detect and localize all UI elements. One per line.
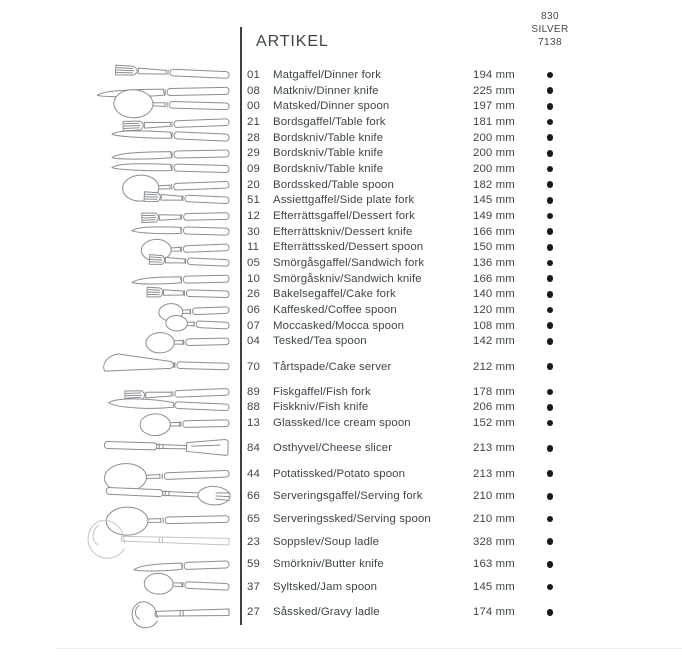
catalog-row — [247, 318, 567, 334]
catalog-row — [247, 489, 567, 505]
article-size: 140 mm — [473, 288, 515, 301]
availability-cell — [541, 584, 559, 591]
article-size: 145 mm — [473, 580, 515, 593]
article-number: 00 — [247, 100, 260, 113]
catalog-row — [247, 255, 567, 271]
article-size: 328 mm — [473, 535, 515, 548]
article-name: Potatissked/Potato spoon — [273, 467, 406, 480]
catalog-row — [247, 83, 567, 99]
availability-cell — [541, 307, 559, 314]
availability-cell — [541, 493, 559, 500]
article-number: 66 — [247, 490, 260, 503]
article-size: 213 mm — [473, 467, 515, 480]
availability-cell — [541, 228, 559, 235]
product-code-line: SILVER — [531, 23, 569, 35]
article-size: 194 mm — [473, 69, 515, 82]
article-number: 23 — [247, 535, 260, 548]
article-size: 152 mm — [473, 417, 515, 430]
availability-dot — [547, 609, 554, 616]
article-name: Serveringsgaffel/Serving fork — [273, 490, 423, 503]
article-name: Moccasked/Mocca spoon — [273, 319, 405, 332]
availability-cell — [541, 363, 559, 370]
catalog-row — [247, 193, 567, 209]
availability-dot — [547, 493, 554, 500]
article-size: 182 mm — [473, 178, 515, 191]
article-number: 51 — [247, 194, 260, 207]
availability-cell — [541, 609, 559, 616]
article-size: 213 mm — [473, 442, 515, 455]
article-size: 178 mm — [473, 385, 515, 398]
article-number: 27 — [247, 606, 260, 619]
article-name: Soppslev/Soup ladle — [273, 535, 380, 548]
availability-cell — [541, 538, 559, 545]
article-name: Såssked/Gravy ladle — [273, 606, 380, 619]
article-name: Matsked/Dinner spoon — [273, 100, 390, 113]
availability-cell — [541, 260, 559, 267]
article-number: 28 — [247, 131, 260, 144]
article-number: 11 — [247, 241, 260, 254]
availability-cell — [541, 103, 559, 110]
article-number: 09 — [247, 163, 260, 176]
article-size: 149 mm — [473, 210, 515, 223]
catalog-row — [247, 224, 567, 240]
availability-cell — [541, 470, 559, 477]
article-size: 174 mm — [473, 606, 515, 619]
availability-dot — [547, 87, 554, 94]
availability-cell — [541, 322, 559, 329]
article-number: 21 — [247, 116, 260, 129]
catalog-row — [247, 556, 567, 572]
article-name: Bakelsegaffel/Cake fork — [273, 288, 396, 301]
catalog-row — [247, 130, 567, 146]
availability-cell — [541, 166, 559, 173]
article-name: Tesked/Tea spoon — [273, 335, 367, 348]
availability-dot — [547, 275, 554, 282]
catalog-row — [247, 208, 567, 224]
article-size: 200 mm — [473, 147, 515, 160]
article-name: Bordskniv/Table knife — [273, 131, 384, 144]
article-number: 05 — [247, 257, 260, 270]
availability-cell — [541, 420, 559, 427]
availability-dot — [547, 166, 554, 173]
article-size: 210 mm — [473, 490, 515, 503]
availability-dot — [547, 307, 554, 314]
catalog-row — [247, 359, 567, 375]
article-number: 70 — [247, 360, 260, 373]
availability-cell — [541, 213, 559, 220]
availability-cell — [541, 197, 559, 204]
article-number: 06 — [247, 303, 260, 316]
article-size: 145 mm — [473, 194, 515, 207]
catalog-row — [247, 99, 567, 115]
catalog-row — [247, 511, 567, 527]
catalog-row — [247, 287, 567, 303]
article-name: Bordssked/Table spoon — [273, 178, 394, 191]
article-size: 166 mm — [473, 225, 515, 238]
article-size: 206 mm — [473, 401, 515, 414]
article-size: 163 mm — [473, 558, 515, 571]
article-name: Matgaffel/Dinner fork — [273, 69, 382, 82]
article-number: 04 — [247, 335, 260, 348]
article-name: Kaffesked/Coffee spoon — [273, 303, 397, 316]
list-header-artikel: ARTIKEL — [256, 33, 329, 50]
availability-dot — [547, 584, 554, 591]
catalog-row — [247, 67, 567, 83]
availability-dot — [547, 181, 554, 188]
catalog-row — [247, 177, 567, 193]
article-name: Efterrättsgaffel/Dessert fork — [273, 210, 415, 223]
availability-dot — [547, 561, 554, 568]
article-name: Smörgåsgaffel/Sandwich fork — [273, 257, 425, 270]
availability-dot — [547, 470, 554, 477]
article-number: 26 — [247, 288, 260, 301]
availability-dot — [547, 538, 554, 545]
article-number: 12 — [247, 210, 260, 223]
article-number: 08 — [247, 84, 260, 97]
article-name: Bordsgaffel/Table fork — [273, 116, 386, 129]
catalog-row — [247, 441, 567, 457]
availability-cell — [541, 338, 559, 345]
catalog-row — [247, 604, 567, 620]
availability-cell — [541, 404, 559, 411]
article-name: Tårtspade/Cake server — [273, 360, 392, 373]
availability-cell — [541, 72, 559, 79]
article-number: 88 — [247, 401, 260, 414]
availability-dot — [547, 291, 554, 298]
availability-dot — [547, 103, 554, 110]
catalog-row — [247, 466, 567, 482]
article-number: 37 — [247, 580, 260, 593]
availability-dot — [547, 260, 554, 267]
article-name: Osthyvel/Cheese slicer — [273, 442, 393, 455]
article-name: Efterrättskniv/Dessert knife — [273, 225, 413, 238]
article-number: 44 — [247, 467, 260, 480]
catalog-row — [247, 333, 567, 349]
catalog-row — [247, 534, 567, 550]
article-number: 29 — [247, 147, 260, 160]
availability-cell — [541, 150, 559, 157]
availability-dot — [547, 420, 554, 427]
article-size: 200 mm — [473, 131, 515, 144]
availability-dot — [547, 213, 554, 220]
availability-dot — [547, 244, 554, 251]
availability-cell — [541, 134, 559, 141]
article-number: 30 — [247, 225, 260, 238]
product-code-line: 7138 — [538, 36, 562, 48]
article-size: 108 mm — [473, 319, 515, 332]
article-number: 65 — [247, 512, 260, 525]
availability-cell — [541, 244, 559, 251]
article-number: 10 — [247, 272, 260, 285]
article-name: Efterrättssked/Dessert spoon — [273, 241, 424, 254]
article-name: Matkniv/Dinner knife — [273, 84, 379, 97]
article-number: 07 — [247, 319, 260, 332]
catalog-row — [247, 579, 567, 595]
article-name: Fiskkniv/Fish knife — [273, 401, 369, 414]
availability-dot — [547, 338, 554, 345]
availability-cell — [541, 389, 559, 396]
article-number: 59 — [247, 558, 260, 571]
availability-cell — [541, 516, 559, 523]
article-size: 200 mm — [473, 163, 515, 176]
article-name: Smörkniv/Butter knife — [273, 558, 384, 571]
availability-dot — [547, 322, 554, 329]
availability-dot — [547, 150, 554, 157]
availability-cell — [541, 291, 559, 298]
article-name: Serveringssked/Serving spoon — [273, 512, 431, 525]
article-name: Smörgåskniv/Sandwich knife — [273, 272, 422, 285]
availability-dot — [547, 197, 554, 204]
availability-dot — [547, 445, 554, 452]
availability-dot — [547, 134, 554, 141]
availability-dot — [547, 119, 554, 126]
article-name: Bordskniv/Table knife — [273, 163, 384, 176]
article-number: 89 — [247, 385, 260, 398]
article-name: Assiettgaffel/Side plate fork — [273, 194, 415, 207]
catalog-row — [247, 146, 567, 162]
availability-dot — [547, 404, 554, 411]
availability-dot — [547, 389, 554, 396]
availability-cell — [541, 275, 559, 282]
availability-dot — [547, 363, 554, 370]
catalog-row — [247, 400, 567, 416]
catalog-row — [247, 302, 567, 318]
catalog-row — [247, 114, 567, 130]
article-size: 212 mm — [473, 360, 515, 373]
article-name: Glassked/Ice cream spoon — [273, 417, 411, 430]
article-number: 13 — [247, 417, 260, 430]
article-number: 01 — [247, 69, 260, 82]
article-name: Bordskniv/Table knife — [273, 147, 384, 160]
article-number: 84 — [247, 442, 260, 455]
availability-cell — [541, 445, 559, 452]
availability-cell — [541, 87, 559, 94]
article-name: Fiskgaffel/Fish fork — [273, 385, 371, 398]
availability-cell — [541, 119, 559, 126]
catalog-row — [247, 161, 567, 177]
article-size: 181 mm — [473, 116, 515, 129]
article-size: 210 mm — [473, 512, 515, 525]
availability-dot — [547, 228, 554, 235]
catalog-row — [247, 271, 567, 287]
article-size: 197 mm — [473, 100, 515, 113]
availability-cell — [541, 561, 559, 568]
availability-cell — [541, 181, 559, 188]
product-code-line: 830 — [541, 11, 559, 22]
article-size: 120 mm — [473, 303, 515, 316]
article-size: 136 mm — [473, 257, 515, 270]
catalog-row — [247, 384, 567, 400]
article-size: 142 mm — [473, 335, 515, 348]
catalog-row — [247, 415, 567, 431]
article-size: 166 mm — [473, 272, 515, 285]
catalog-row — [247, 240, 567, 256]
page-bottom-rule — [56, 648, 682, 649]
availability-dot — [547, 516, 554, 523]
article-size: 225 mm — [473, 84, 515, 97]
article-name: Syltsked/Jam spoon — [273, 580, 378, 593]
article-size: 150 mm — [473, 241, 515, 254]
availability-dot — [547, 72, 554, 79]
article-number: 20 — [247, 178, 260, 191]
